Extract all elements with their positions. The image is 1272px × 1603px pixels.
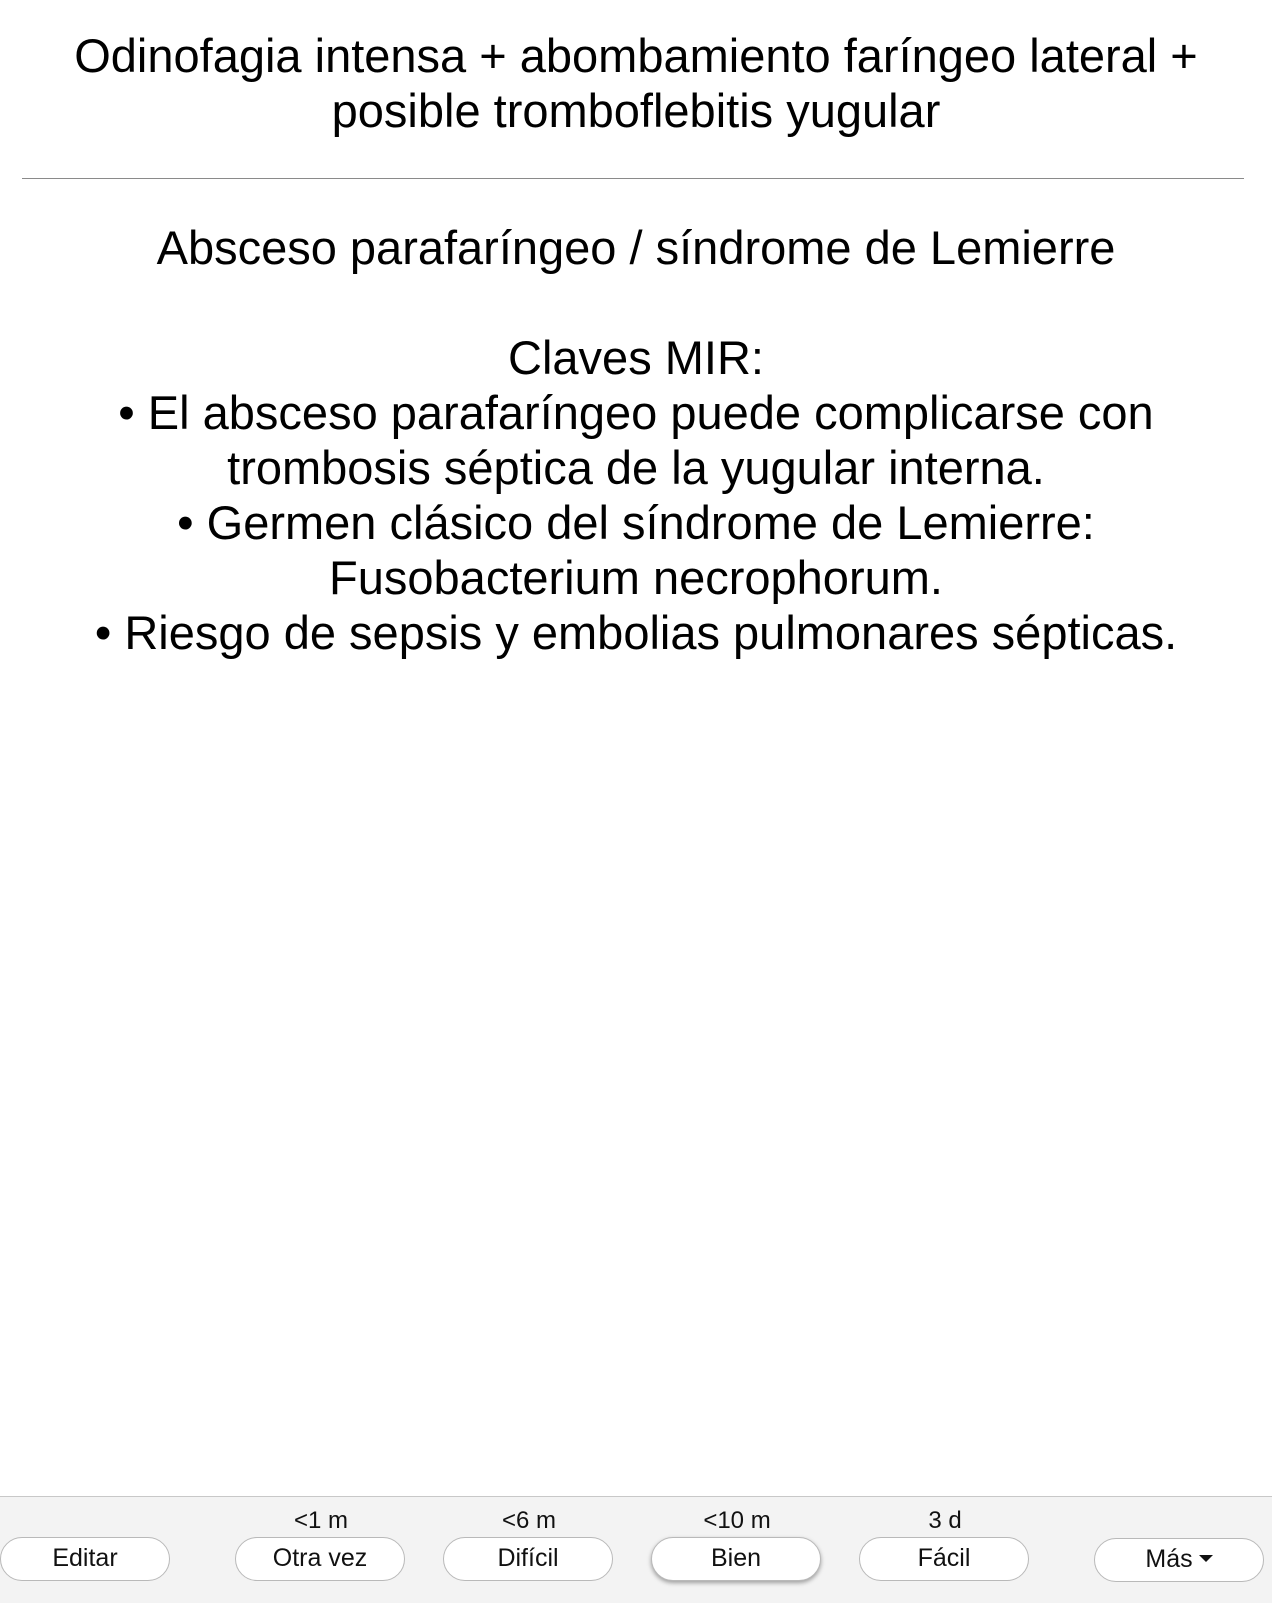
answer-line: • El absceso parafaríngeo puede complicarse con [118,386,1154,439]
caret-down-icon [1199,1555,1213,1562]
hard-button[interactable]: Difícil [443,1537,613,1581]
interval-good: <10 m [703,1507,771,1534]
more-button[interactable] [1094,1538,1264,1582]
answer-group-easy [859,1497,1031,1603]
interval-easy: 3 d [928,1507,962,1534]
answer-group-hard [443,1497,615,1603]
card-question [30,28,1242,138]
answer-spacer [30,275,1242,330]
more-label: Más [1145,1545,1193,1573]
edit-button[interactable]: Editar [0,1537,170,1581]
answer-heading: Absceso parafaríngeo / síndrome de Lemierre [156,221,1116,274]
edit-group [0,1497,172,1603]
more-group [1094,1497,1266,1603]
interval-again: <1 m [293,1507,349,1534]
again-button[interactable]: Otra vez [235,1537,405,1581]
answer-line: • Riesgo de sepsis y embolias pulmonares sépticas. [94,606,1178,659]
question-line: Odinofagia intensa + abombamiento faríngeo lateral + [74,29,1198,82]
good-button[interactable]: Bien [651,1537,821,1581]
interval-hard: <6 m [501,1507,557,1534]
answer-group-again [235,1497,407,1603]
claves-title: Claves MIR: [508,331,764,384]
question-line: posible tromboflebitis yugular [331,84,941,137]
answer-divider [22,178,1244,179]
easy-button[interactable]: Fácil [859,1537,1029,1581]
review-bottom-bar [0,1496,1272,1603]
answer-group-good [651,1497,823,1603]
card-answer [30,220,1242,660]
answer-line: Fusobacterium necrophorum. [329,551,943,604]
answer-line: • Germen clásico del síndrome de Lemierre: [177,496,1095,549]
answer-line: trombosis séptica de la yugular interna. [227,441,1045,494]
